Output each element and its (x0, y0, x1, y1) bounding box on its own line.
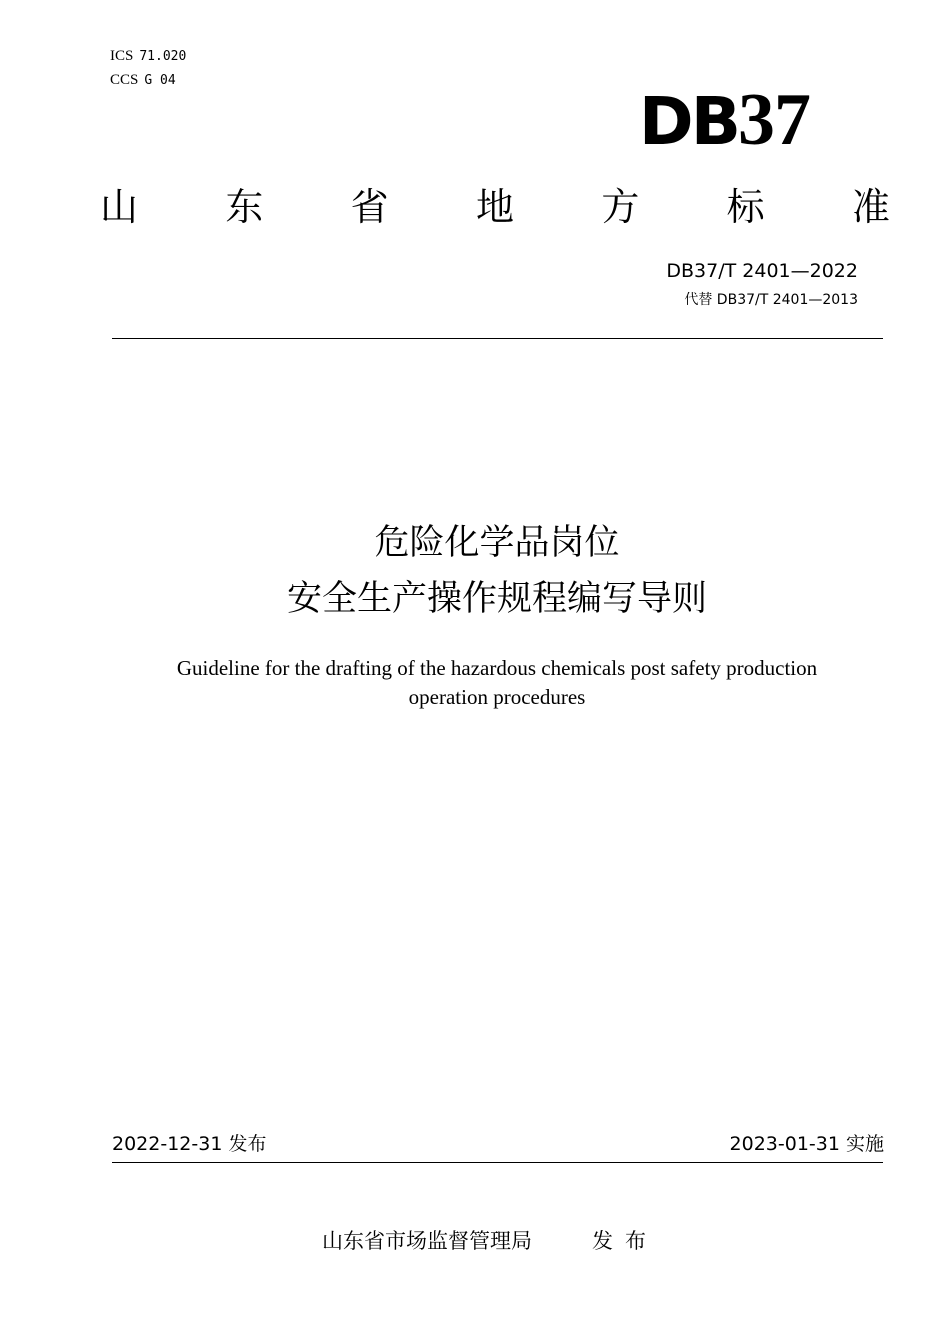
ics-value: 71.020 (139, 49, 187, 64)
replaces-standard: 代替 DB37/T 2401—2013 (684, 292, 858, 308)
standard-type-char: 省 (350, 185, 389, 229)
ccs-label: CCS (110, 72, 139, 88)
standard-type-char: 标 (726, 185, 765, 229)
standard-type-char: 准 (851, 185, 890, 229)
footer-divider (112, 1162, 883, 1163)
standard-type-char: 地 (475, 185, 514, 229)
db37-logo (638, 79, 810, 161)
ics-label: ICS (110, 48, 134, 64)
issuing-authority: 山东省市场监督管理局 (322, 1229, 532, 1253)
standard-type-char: 山 (100, 185, 139, 229)
document-title-line1: 危险化学品岗位 (374, 523, 620, 563)
ics-code (110, 48, 186, 65)
issue-action: 发布 (592, 1229, 658, 1253)
standard-type-heading (100, 184, 890, 230)
implementation-date: 2023-01-31 实施 (729, 1133, 884, 1155)
issue-date: 2022-12-31 发布 (112, 1133, 267, 1155)
standard-type-char: 东 (225, 185, 264, 229)
english-title-line2: operation procedures (408, 685, 586, 709)
english-title-line1: Guideline for the drafting of the hazardous chemicals post safety production (176, 656, 818, 680)
logo-db: DB (638, 83, 738, 160)
standard-number: DB37/T 2401—2022 (666, 260, 858, 282)
logo-code: 37 (738, 79, 810, 161)
header-divider (112, 338, 883, 339)
ccs-code (110, 72, 176, 89)
document-title-line2: 安全生产操作规程编写导则 (286, 579, 707, 619)
standard-type-char: 方 (601, 185, 640, 229)
ccs-value: G 04 (144, 73, 176, 88)
